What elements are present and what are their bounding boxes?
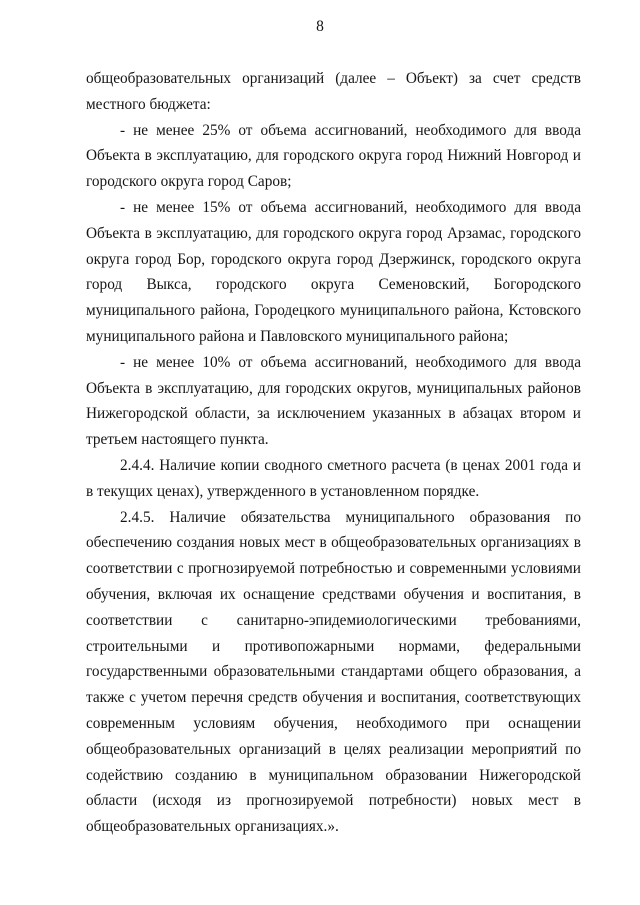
page-number: 8 [316, 18, 324, 35]
paragraph-25-percent: - не менее 25% от объема ассигнований, необходимого для ввода Объекта в эксплуатацию, для городского округа город Нижний Новгород и городского округа город Саров; [86, 121, 581, 191]
paragraph-10-percent: - не менее 10% от объема ассигнований, необходимого для ввода Объекта в эксплуатацию, для городских округов, муниципальных районов Нижегородской области, за исключением указанных в абзацах втором и третьем настоящего пункта. [86, 353, 581, 449]
paragraph-2-4-4: 2.4.4. Наличие копии сводного сметного расчета (в ценах 2001 года и в текущих ценах), утвержденного в установленном порядке. [86, 456, 581, 500]
paragraph-15-percent: - не менее 15% от объема ассигнований, необходимого для ввода Объекта в эксплуатацию, для городского округа город Арзамас, городского округа город Бор, городского округа город Дзержинск, городского округа город Выкса, городского округа Семеновский, Богородского муниципального района, Городецкого муниципального района, Кстовского муниципального района и Павловского муниципального района; [86, 198, 581, 345]
paragraph-continuation: общеобразовательных организаций (далее – Объект) за счет средств местного бюджета: [86, 70, 581, 113]
document-body [86, 66, 581, 840]
paragraph-2-4-5: 2.4.5. Наличие обязательства муниципального образования по обеспечению создания новых мест в общеобразовательных организациях в соответствии с прогнозируемой потребностью и современными условиями обучения, включая их оснащение средствами обучения и воспитания, в соответствии с санитарно-эпидемиологическими требованиями, строительными и противопожарными нормами, федеральными государственными образовательными стандартами общего образования, а также с учетом перечня средств обучения и воспитания, соответствующих современным условиям обучения, необходимого при оснащении общеобразовательных организаций в целях реализации мероприятий по содействию созданию в муниципальном образовании Нижегородской области (исходя из прогнозируемой потребности) новых мест в общеобразовательных организациях.». [86, 508, 581, 836]
